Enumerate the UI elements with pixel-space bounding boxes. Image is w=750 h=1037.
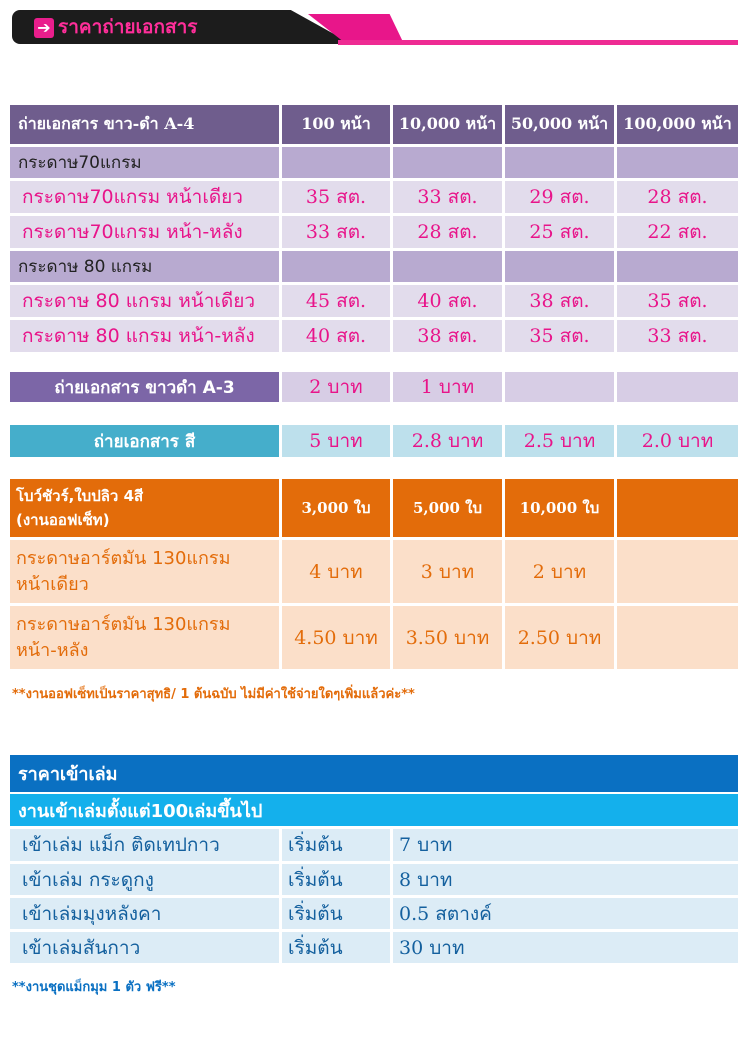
offset-header-col: 5,000 ใบ [393,479,502,537]
offset-row-line2: หน้า-หลัง [16,639,89,661]
page-title: ราคาถ่ายเอกสาร [58,16,198,38]
table-row-label: กระดาษ 80 แกรม หน้า-หลัง [10,320,279,352]
header-underline [338,40,738,45]
binding-start-label: เริ่มต้น [282,932,390,963]
offset-header-col [617,479,738,537]
price-cell: 8 บาท [393,864,738,895]
price-cell: 22 สต. [617,216,738,248]
price-cell: 33 สต. [617,320,738,352]
price-cell: 40 สต. [393,285,502,317]
color-copy-label: ถ่ายเอกสาร สี [10,425,279,457]
price-cell: 33 สต. [393,181,502,213]
a4-header-col: 100 หน้า [282,105,390,144]
table-row-label: กระดาษ 80 แกรม หน้าเดียว [10,285,279,317]
table-row-label: กระดาษ70แกรม หน้า-หลัง [10,216,279,248]
price-cell: 38 สต. [393,320,502,352]
a4-section-cell [393,147,502,178]
price-cell: 35 สต. [505,320,614,352]
price-cell: 40 สต. [282,320,390,352]
table-row-label: เข้าเล่มมุงหลังคา [10,898,279,929]
a4-section-cell [393,251,502,282]
table-row-label [10,540,279,603]
binding-start-label: เริ่มต้น [282,898,390,929]
price-cell: 7 บาท [393,829,738,861]
price-cell [505,372,614,402]
a4-header-col: 10,000 หน้า [393,105,502,144]
offset-row-line2: หน้าเดียว [16,573,89,595]
arrow-right-icon: ➔ [34,18,54,38]
a4-header-col: 100,000 หน้า [617,105,738,144]
a4-header-label: ถ่ายเอกสาร ขาว-ดำ A-4 [10,105,279,144]
price-cell: 0.5 สตางค์ [393,898,738,929]
table-row-label: เข้าเล่มสันกาว [10,932,279,963]
price-cell: 2 บาท [282,372,390,402]
offset-header-label [10,479,279,537]
price-cell: 33 สต. [282,216,390,248]
a4-section-cell [617,147,738,178]
table-row-label: กระดาษ70แกรม หน้าเดียว [10,181,279,213]
binding-start-label: เริ่มต้น [282,829,390,861]
page-header [8,10,738,46]
a4-section-cell [505,147,614,178]
offset-header-col: 3,000 ใบ [282,479,390,537]
price-cell: 25 สต. [505,216,614,248]
a4-header-col: 50,000 หน้า [505,105,614,144]
price-cell: 3.50 บาท [393,606,502,669]
price-cell [617,540,738,603]
price-cell: 38 สต. [505,285,614,317]
offset-row-line1: กระดาษอาร์ตมัน 130แกรม [16,547,231,569]
price-cell: 4 บาท [282,540,390,603]
price-cell: 35 สต. [617,285,738,317]
a4-section-70g: กระดาษ70แกรม [10,147,279,178]
price-cell: 2.50 บาท [505,606,614,669]
binding-start-label: เริ่มต้น [282,864,390,895]
price-cell: 3 บาท [393,540,502,603]
binding-subtitle: งานเข้าเล่มตั้งแต่100เล่มขึ้นไป [10,794,738,826]
offset-header-line1: โบว์ชัวร์,ใบปลิว 4สี [16,487,144,505]
a3-label: ถ่ายเอกสาร ขาวดำ A-3 [10,372,279,402]
a4-section-80g: กระดาษ 80 แกรม [10,251,279,282]
price-cell: 28 สต. [617,181,738,213]
price-cell: 35 สต. [282,181,390,213]
a4-section-cell [505,251,614,282]
price-cell: 5 บาท [282,425,390,457]
price-cell [617,606,738,669]
offset-header-col: 10,000 ใบ [505,479,614,537]
offset-row-line1: กระดาษอาร์ตมัน 130แกรม [16,613,231,635]
binding-title: ราคาเข้าเล่ม [10,755,738,792]
price-cell: 4.50 บาท [282,606,390,669]
price-cell: 29 สต. [505,181,614,213]
offset-header-line2: (งานออฟเซ็ท) [16,511,110,529]
price-cell: 1 บาท [393,372,502,402]
price-cell: 2.5 บาท [505,425,614,457]
price-cell: 45 สต. [282,285,390,317]
a4-section-cell [282,147,390,178]
price-cell [617,372,738,402]
a4-section-cell [282,251,390,282]
price-cell: 2.8 บาท [393,425,502,457]
price-cell: 28 สต. [393,216,502,248]
binding-note: **งานชุดแม็กมุม 1 ตัว ฟรี** [12,980,176,995]
price-cell: 2 บาท [505,540,614,603]
table-row-label: เข้าเล่ม กระดูกงู [10,864,279,895]
offset-note: **งานออฟเซ็ทเป็นราคาสุทธิ/ 1 ต้นฉบับ ไม่มีค่าใช้จ่ายใดๆเพิ่มแล้วค่ะ** [12,687,415,702]
a4-section-cell [617,251,738,282]
table-row-label: เข้าเล่ม แม็ก ติดเทปกาว [10,829,279,861]
price-cell: 2.0 บาท [617,425,738,457]
table-row-label [10,606,279,669]
price-cell: 30 บาท [393,932,738,963]
